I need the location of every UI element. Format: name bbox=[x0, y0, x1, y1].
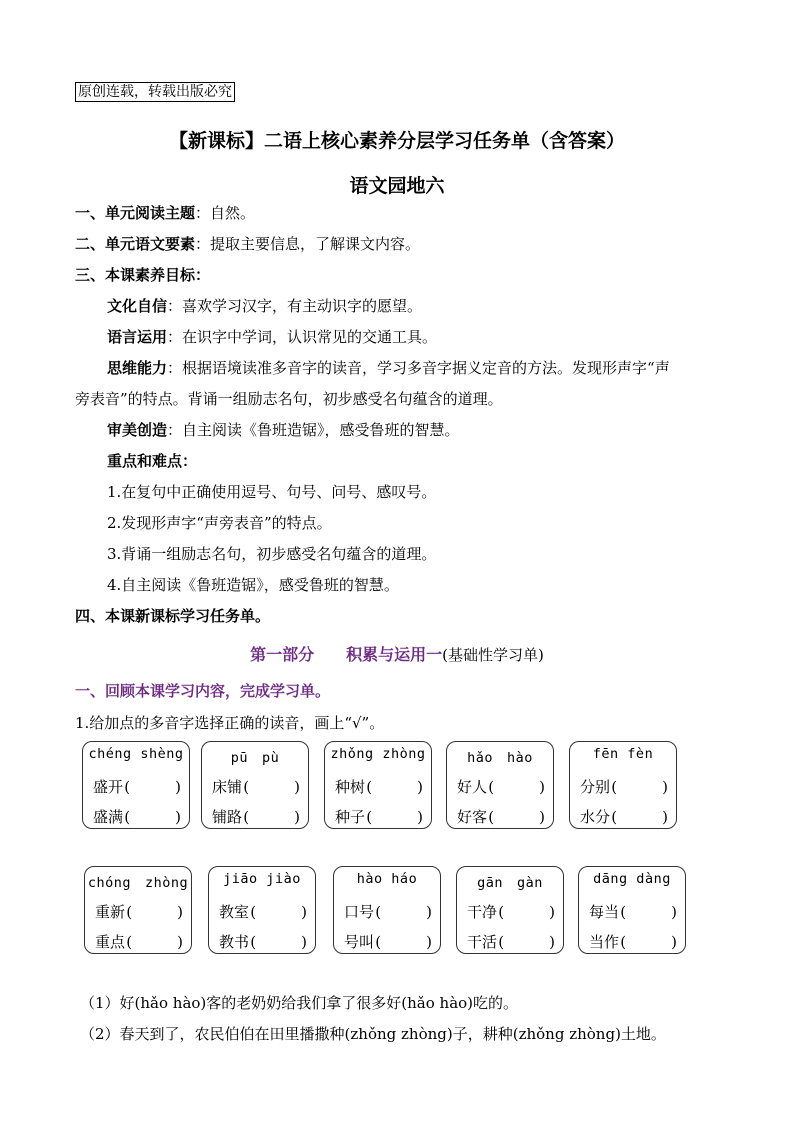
word: 分别 bbox=[580, 778, 611, 796]
polyphone-box bbox=[578, 866, 686, 954]
word: 干净 bbox=[467, 903, 498, 921]
goal-culture-text: ：喜欢学习汉字，有主动识字的愿望。 bbox=[167, 297, 423, 315]
pinyin-options: zhǒng zhòng bbox=[330, 746, 426, 762]
word: 每当 bbox=[589, 903, 620, 921]
section-2 bbox=[75, 234, 420, 254]
question-1: 1.给加点的多音字选择正确的读音，画上“√”。 bbox=[75, 714, 385, 732]
answer-blank[interactable]: ( ) bbox=[488, 778, 545, 796]
polyphone-box bbox=[201, 741, 309, 829]
answer-blank[interactable]: ( ) bbox=[126, 933, 183, 951]
key-point-1: 1.在复句中正确使用逗号、句号、问号、感叹号。 bbox=[107, 483, 437, 501]
section-1-label: 一、单元阅读主题 bbox=[75, 204, 196, 222]
section-1-text: ：自然。 bbox=[195, 204, 256, 222]
answer-blank[interactable]: ( ) bbox=[375, 903, 432, 921]
goal-thinking-label: 思维能力 bbox=[107, 359, 168, 377]
word: 教书 bbox=[219, 933, 250, 951]
answer-blank[interactable]: ( ) bbox=[243, 778, 300, 796]
pinyin-options: hǎo hào bbox=[467, 750, 533, 766]
word: 水分 bbox=[580, 808, 611, 826]
word: 干活 bbox=[467, 933, 498, 951]
section-3-label: 三、本课素养目标： bbox=[75, 266, 211, 284]
answer-blank[interactable]: ( ) bbox=[620, 903, 677, 921]
word: 当作 bbox=[589, 933, 620, 951]
sentence-1: （1）好(hǎo hào)客的老奶奶给我们拿了很多好(hǎo hào)吃的。 bbox=[80, 994, 519, 1012]
polyphone-box bbox=[456, 866, 564, 954]
word: 重点 bbox=[95, 933, 126, 951]
part-heading-note: (基础性学习单) bbox=[442, 646, 544, 664]
lesson-title: 语文园地六 bbox=[349, 175, 445, 197]
key-point-3: 3.背诵一组励志名句，初步感受名句蕴含的道理。 bbox=[107, 545, 437, 563]
word: 盛开 bbox=[93, 778, 124, 796]
key-point-4: 4.自主阅读《鲁班造锯》，感受鲁班的智慧。 bbox=[107, 576, 399, 594]
answer-blank[interactable]: ( ) bbox=[243, 808, 300, 826]
pinyin-options: chóng zhòng bbox=[87, 875, 189, 891]
goal-language-text: ：在识字中学词，认识常见的交通工具。 bbox=[167, 328, 438, 346]
answer-blank[interactable]: ( ) bbox=[366, 778, 423, 796]
copyright-notice: 原创连载，转载出版必究 bbox=[75, 82, 235, 102]
answer-blank[interactable]: ( ) bbox=[375, 933, 432, 951]
key-points-label: 重点和难点： bbox=[107, 452, 198, 470]
pinyin-options: hào háo bbox=[356, 871, 418, 887]
pinyin-options: pū pù bbox=[230, 750, 280, 766]
pinyin-options: gān gàn bbox=[477, 875, 543, 891]
section-2-label: 二、单元语文要素 bbox=[75, 235, 196, 253]
answer-blank[interactable]: ( ) bbox=[498, 933, 555, 951]
goal-thinking-text-1: ：根据语境读准多音字的读音，学习多音字据义定音的方法。发现形声字“声 bbox=[167, 359, 670, 377]
word: 号叫 bbox=[344, 933, 375, 951]
answer-blank[interactable]: ( ) bbox=[250, 933, 307, 951]
word: 重新 bbox=[95, 903, 126, 921]
polyphone-box bbox=[82, 741, 190, 829]
polyphone-box bbox=[84, 866, 192, 954]
word: 种树 bbox=[335, 778, 366, 796]
polyphone-box bbox=[446, 741, 554, 829]
pinyin-options: fēn fèn bbox=[592, 746, 654, 762]
word: 好客 bbox=[457, 808, 488, 826]
section-4-label: 四、本课新课标学习任务单。 bbox=[75, 607, 271, 625]
section-1 bbox=[75, 203, 255, 223]
word: 盛满 bbox=[93, 808, 124, 826]
part-heading-title: 第一部分 积累与运用一 bbox=[250, 645, 443, 664]
answer-blank[interactable]: ( ) bbox=[620, 933, 677, 951]
pinyin-options: jiāo jiào bbox=[223, 871, 301, 887]
polyphone-box bbox=[208, 866, 316, 954]
polyphone-box bbox=[333, 866, 441, 954]
goal-aesthetic-text: ：自主阅读《鲁班造锯》，感受鲁班的智慧。 bbox=[167, 421, 460, 439]
pinyin-options: dāng dàng bbox=[593, 871, 671, 887]
word: 种子 bbox=[335, 808, 366, 826]
sentence-2: （2）春天到了，农民伯伯在田里播撒种(zhǒng zhòng)子，耕种(zhǒng zhòng)土地。 bbox=[80, 1025, 666, 1043]
answer-blank[interactable]: ( ) bbox=[611, 778, 668, 796]
word: 铺路 bbox=[212, 808, 243, 826]
goal-thinking-cont: 旁表音”的特点。背诵一组励志名句，初步感受名句蕴含的道理。 bbox=[75, 390, 503, 408]
answer-blank[interactable]: ( ) bbox=[366, 808, 423, 826]
goal-language-label: 语言运用 bbox=[107, 328, 168, 346]
answer-blank[interactable]: ( ) bbox=[126, 903, 183, 921]
goal-aesthetic bbox=[107, 420, 460, 440]
section-2-text: ：提取主要信息，了解课文内容。 bbox=[195, 235, 421, 253]
key-point-2: 2.发现形声字“声旁表音”的特点。 bbox=[107, 514, 332, 532]
goal-thinking bbox=[107, 358, 670, 378]
goal-culture bbox=[107, 296, 422, 316]
word: 口号 bbox=[344, 903, 375, 921]
task-1-heading: 一、回顾本课学习内容，完成学习单。 bbox=[75, 682, 331, 700]
polyphone-box bbox=[324, 741, 432, 829]
goal-aesthetic-label: 审美创造 bbox=[107, 421, 168, 439]
goal-culture-label: 文化自信 bbox=[107, 297, 168, 315]
word: 好人 bbox=[457, 778, 488, 796]
part-heading bbox=[0, 642, 794, 665]
answer-blank[interactable]: ( ) bbox=[488, 808, 545, 826]
pinyin-options: chéng shèng bbox=[88, 746, 184, 762]
answer-blank[interactable]: ( ) bbox=[250, 903, 307, 921]
answer-blank[interactable]: ( ) bbox=[611, 808, 668, 826]
word: 教室 bbox=[219, 903, 250, 921]
document-title: 【新课标】二语上核心素养分层学习任务单（含答案） bbox=[168, 130, 625, 152]
answer-blank[interactable]: ( ) bbox=[498, 903, 555, 921]
polyphone-box bbox=[569, 741, 677, 829]
answer-blank[interactable]: ( ) bbox=[124, 808, 181, 826]
goal-language bbox=[107, 327, 437, 347]
answer-blank[interactable]: ( ) bbox=[124, 778, 181, 796]
word: 床铺 bbox=[212, 778, 243, 796]
